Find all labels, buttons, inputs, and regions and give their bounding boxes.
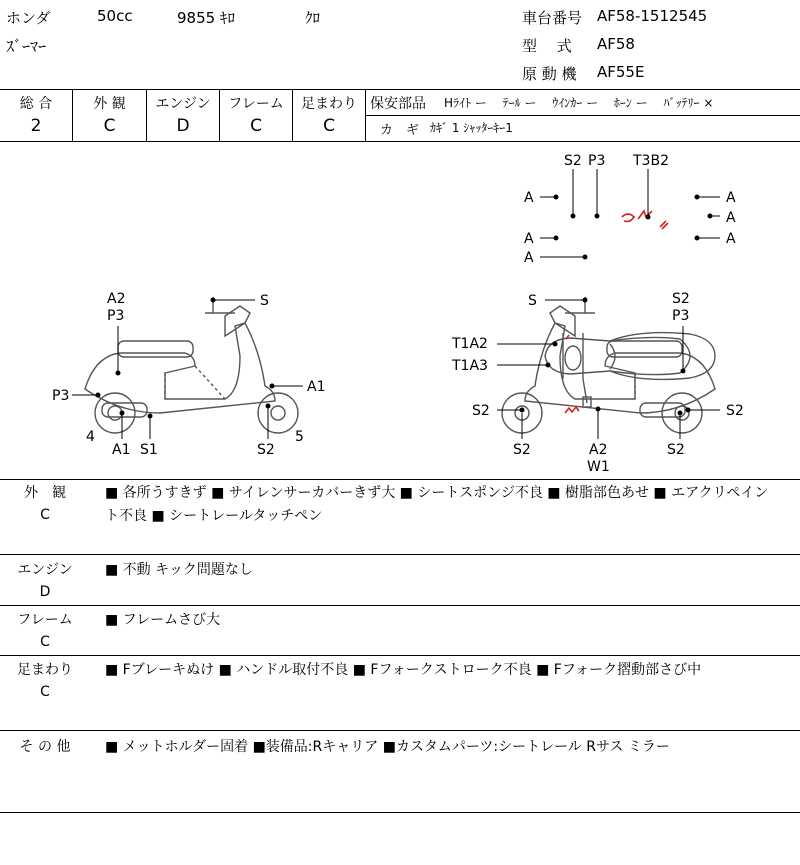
rule xyxy=(0,730,800,731)
section-frame-grade: C xyxy=(40,634,50,650)
grade-suspension: C xyxy=(323,116,335,136)
section-exterior-line2: ト不良 ■ シートレールタッチペン xyxy=(105,508,323,524)
label-top-a: A xyxy=(726,231,736,247)
section-suspension-grade: C xyxy=(40,684,50,700)
type-label: 型 式 xyxy=(522,37,572,55)
color: ｸﾛ xyxy=(305,9,321,27)
grade-header-overall: 総 合 xyxy=(19,96,53,112)
model-name: ｽﾞｰﾏｰ xyxy=(6,37,47,56)
label-top-a: A xyxy=(726,210,736,226)
label-right-t1a2: T1A2 xyxy=(452,336,488,352)
section-exterior-line1: ■ 各所うすきず ■ サイレンサーカバーきず大 ■ シートスポンジ不良 ■ 樹脂部色あせ ■ エアクリペイン xyxy=(105,485,769,501)
label-left-a1: A1 xyxy=(307,379,326,395)
rule xyxy=(0,812,800,813)
label-top-a: A xyxy=(726,190,736,206)
label-right-s2-front: S2 xyxy=(472,403,490,419)
label-right-s: S xyxy=(528,293,537,309)
section-engine-line1: ■ 不動 キック問題なし xyxy=(105,562,253,578)
key-label: カ ギ xyxy=(380,123,420,138)
label-top-s: A xyxy=(524,250,534,266)
section-engine-title: エンジン xyxy=(17,562,73,578)
right-view-labels xyxy=(451,291,744,475)
label-right-t1a3: T1A3 xyxy=(452,358,488,374)
section-engine-grade: D xyxy=(39,584,51,600)
rule xyxy=(0,479,800,480)
section-frame-title: フレーム xyxy=(17,612,73,628)
damage-marks xyxy=(622,211,668,229)
label-left-a2: A2 xyxy=(107,291,126,307)
mileage: 9855 ｷﾛ xyxy=(177,9,235,27)
grade-overall: 2 xyxy=(30,116,42,136)
label-top-a: A xyxy=(524,190,534,206)
label-left-p3: P3 xyxy=(107,308,125,324)
label-right-s2-rear: S2 xyxy=(726,403,744,419)
label-right-p3: P3 xyxy=(672,308,690,324)
left-view-labels xyxy=(52,291,325,458)
label-right-w1: W1 xyxy=(587,459,610,475)
rule xyxy=(0,89,800,90)
rule xyxy=(0,605,800,606)
safety-label: 保安部品 xyxy=(370,96,426,112)
label-left-s1: S1 xyxy=(140,442,158,458)
grade-exterior: C xyxy=(103,116,116,136)
section-other-line1: ■ メットホルダー固着 ■装備品:Rキャリア ■カスタムパーツ:シートレール Rサス ミラー xyxy=(105,739,670,755)
label-left-a1-low: A1 xyxy=(112,442,131,458)
grade-engine: D xyxy=(176,116,190,136)
label-left-4: 4 xyxy=(86,429,95,445)
section-other-title: そ の 他 xyxy=(19,739,71,755)
maker: ホンダ xyxy=(6,9,51,27)
label-left-s2: S2 xyxy=(257,442,275,458)
grade-header-suspension: 足まわり xyxy=(301,96,357,112)
type-value: AF58 xyxy=(597,35,635,53)
label-top-s2: S2 xyxy=(564,153,582,169)
rule xyxy=(365,89,366,141)
label-right-s2: S2 xyxy=(672,291,690,307)
label-right-s2-wheel: S2 xyxy=(513,442,531,458)
section-suspension-line1: ■ Fブレーキぬけ ■ ハンドル取付不良 ■ Fフォークストローク不良 ■ Fフォーク摺動部さび中 xyxy=(105,662,702,678)
section-suspension-title: 足まわり xyxy=(17,662,73,678)
grade-header-frame: フレーム xyxy=(228,96,284,112)
section-frame-line1: ■ フレームさび大 xyxy=(105,612,221,628)
label-left-p3-rear: P3 xyxy=(52,388,70,404)
frame-no: AF58-1512545 xyxy=(597,7,708,25)
grade-header-exterior: 外 観 xyxy=(93,96,126,112)
label-right-a2: A2 xyxy=(589,442,608,458)
label-left-s: S xyxy=(260,293,269,309)
top-view-labels xyxy=(524,153,736,266)
displacement: 50cc xyxy=(97,7,133,25)
label-top-a: A xyxy=(524,231,534,247)
rule xyxy=(0,655,800,656)
grade-frame: C xyxy=(250,116,262,136)
section-exterior-grade: C xyxy=(40,507,50,523)
rule xyxy=(0,554,800,555)
label-right-s2-rearwheel: S2 xyxy=(667,442,685,458)
frame-no-label: 車台番号 xyxy=(522,9,583,27)
section-exterior-title: 外 観 xyxy=(24,485,66,501)
engine-label: 原 動 機 xyxy=(522,65,577,83)
grade-header-engine: エンジン xyxy=(155,96,211,112)
rule xyxy=(365,115,800,116)
engine-value: AF55E xyxy=(597,63,645,81)
label-left-5: 5 xyxy=(295,429,304,445)
label-top-t3b2: T3B2 xyxy=(633,153,669,169)
safety-items: Hﾗｲﾄ ー ﾃｰﾙ ー ｳｲﾝｶｰ ー ﾎｰﾝ ー ﾊﾞｯﾃﾘｰ × xyxy=(444,96,714,110)
label-top-p3: P3 xyxy=(588,153,606,169)
key-value: ｶｷﾞ 1 ｼｬｯﾀｰｷｰ1 xyxy=(430,121,513,135)
damage-diagram xyxy=(0,141,800,479)
